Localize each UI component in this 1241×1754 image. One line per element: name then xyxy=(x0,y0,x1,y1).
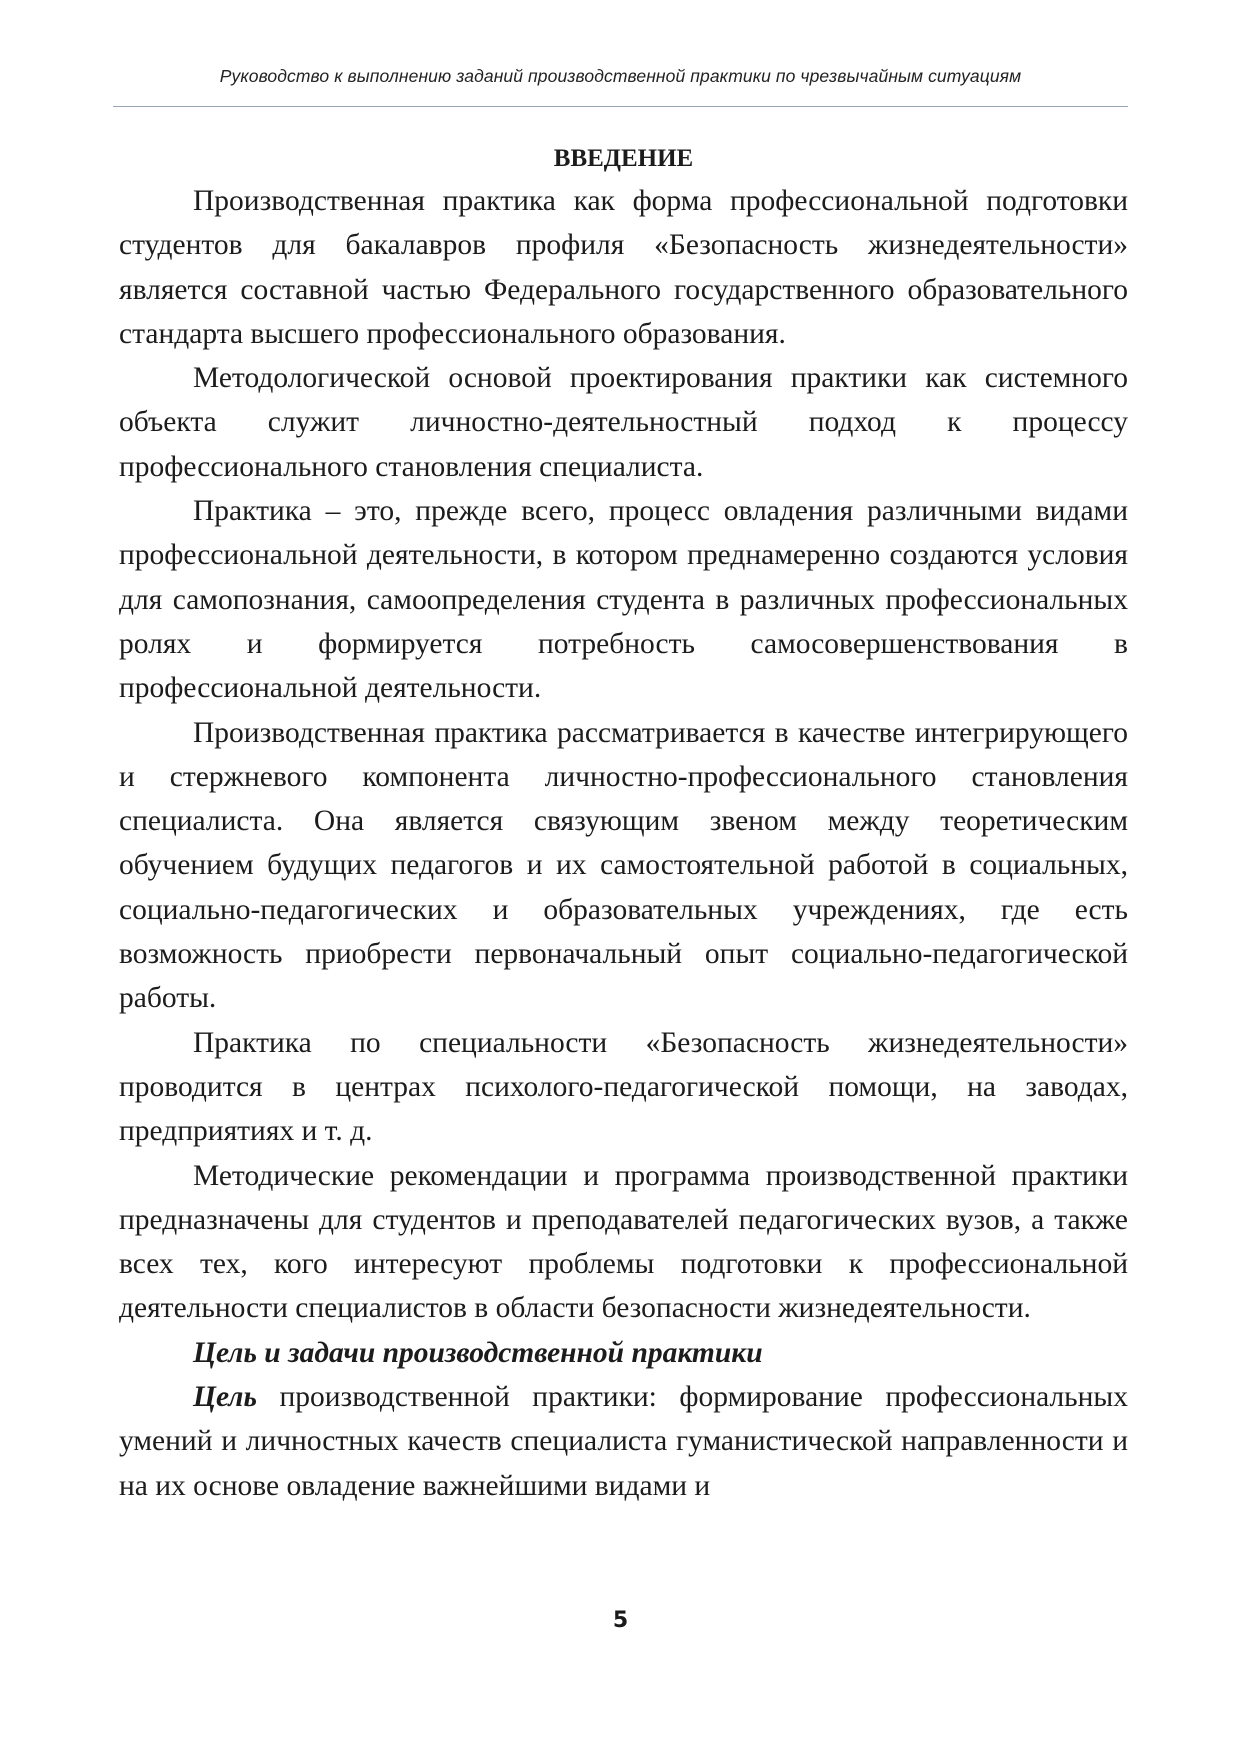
goal-text: производственной практики: формирование профессиональных умений и личностных качеств специалиста гуманистической направленности и на их основе овладение важнейшими видами и xyxy=(119,1381,1128,1502)
paragraph: Производственная практика как форма профессиональной подготовки студентов для бакалавров профиля «Безопасность жизнедеятельности» является составной частью Федерального государственного образовательного стандарта высшего профессионального образования. xyxy=(119,185,1128,350)
paragraph: Методические рекомендации и программа производственной практики предназначены для студентов и преподавателей педагогических вузов, а также всех тех, кого интересуют проблемы подготовки к профессиональной деятельности специалистов в области безопасности жизнедеятельности. xyxy=(119,1159,1128,1325)
page-body xyxy=(119,142,1128,1508)
running-header: Руководство к выполнению заданий производственной практики по чрезвычайным ситуациям xyxy=(219,66,1022,86)
page-number: 5 xyxy=(612,1608,629,1633)
paragraph: Практика – это, прежде всего, процесс овладения различными видами профессиональной деятельности, в котором преднамеренно создаются условия для самопознания, самоопределения студента в различных профессиональных ролях и формируется потребность самосовершенствования в профессиональной деятельности. xyxy=(119,495,1128,705)
header-divider xyxy=(113,106,1128,107)
paragraph: Производственная практика рассматривается в качестве интегрирующего и стержневого компонента личностно-профессионального становления специалиста. Она является связующим звеном между теоретическим обучением будущих педагогов и их самостоятельной работой в социальных, социально-педагогических и образовательных учреждениях, где есть возможность приобрести первоначальный опыт социально-педагогической работы. xyxy=(119,716,1128,1015)
goal-term: Цель xyxy=(193,1381,257,1414)
subheading: Цель и задачи производственной практики xyxy=(193,1336,763,1369)
paragraph: Практика по специальности «Безопасность жизнедеятельности» проводится в центрах психолого-педагогической помощи, на заводах, предприятиях и т. д. xyxy=(119,1026,1128,1148)
goal-paragraph xyxy=(119,1375,1128,1508)
section-title: ВВЕДЕНИЕ xyxy=(553,145,694,172)
paragraph: Методологической основой проектирования практики как системного объекта служит личностно-деятельностный подход к процессу профессионального становления специалиста. xyxy=(119,362,1128,483)
